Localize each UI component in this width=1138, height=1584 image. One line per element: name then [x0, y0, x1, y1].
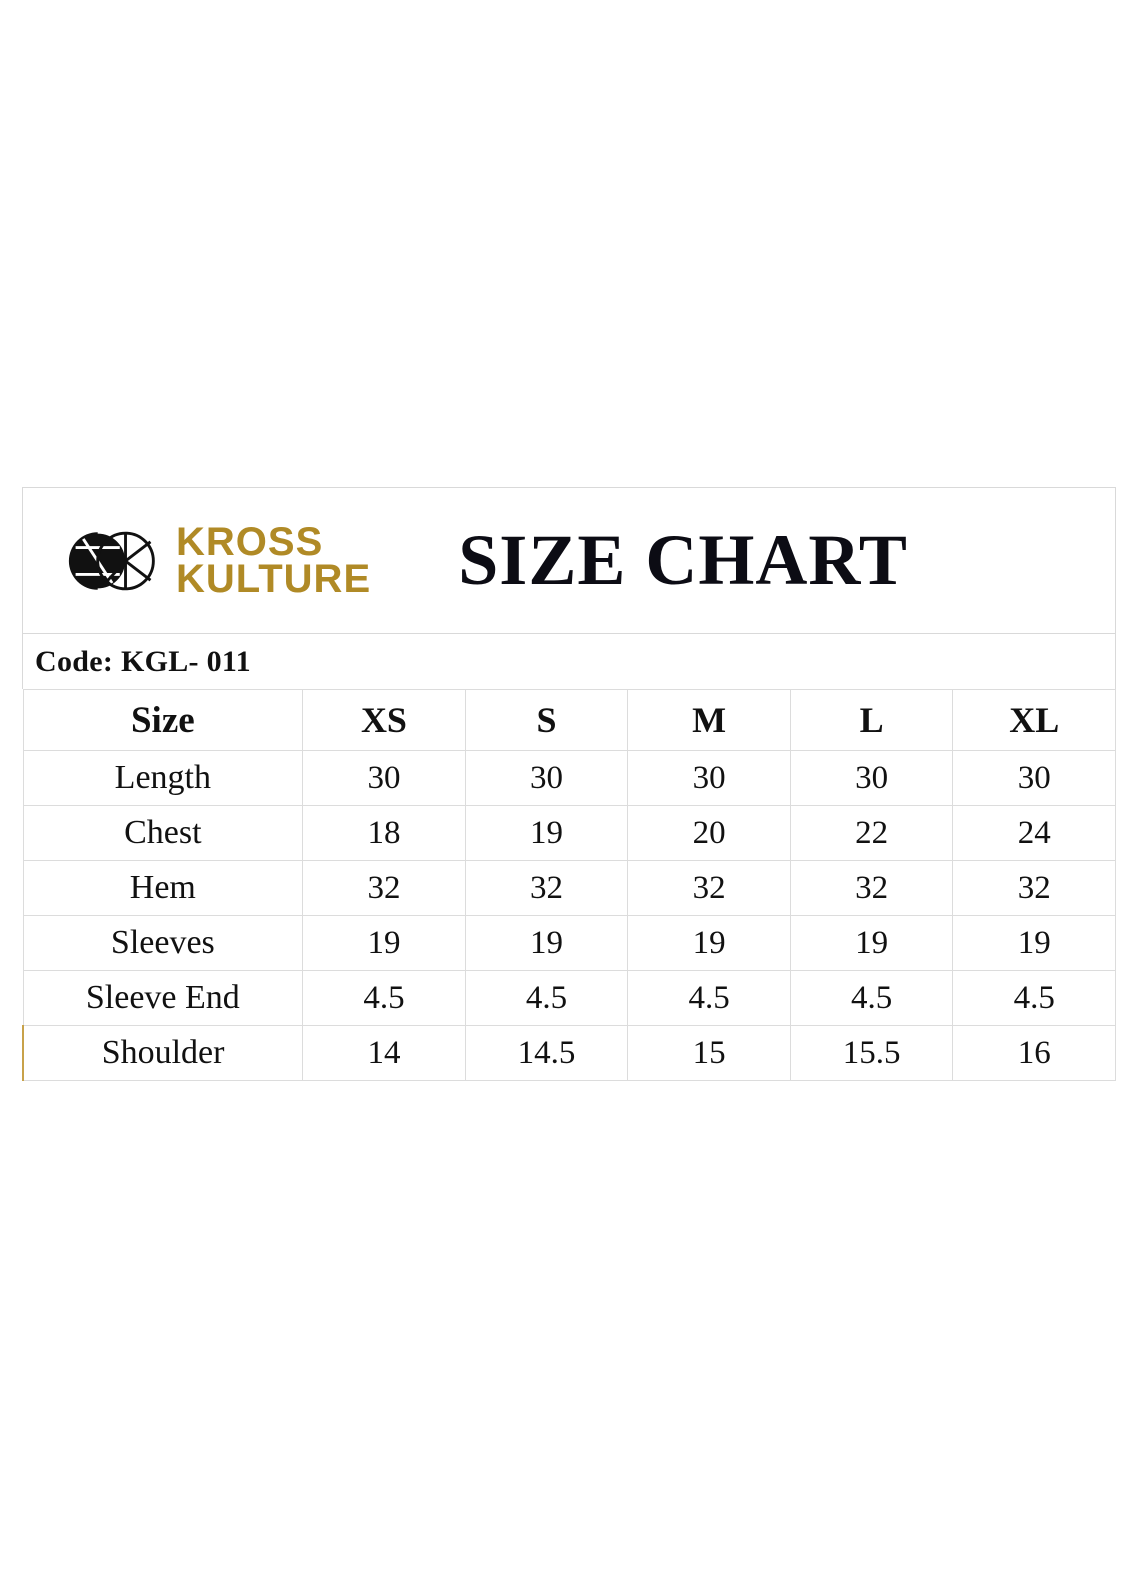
table-row [23, 806, 1116, 861]
cell-value: 4.5 [628, 971, 791, 1026]
cell-value: 18 [303, 806, 466, 861]
cell-value: 20 [628, 806, 791, 861]
cell-value: 4.5 [303, 971, 466, 1026]
cell-value: 19 [790, 916, 953, 971]
cell-value: 14 [303, 1026, 466, 1081]
row-label: Sleeve End [23, 971, 303, 1026]
page-title: SIZE CHART [458, 520, 908, 600]
row-label: Length [23, 751, 303, 806]
brand-line-1: KROSS [176, 519, 324, 564]
row-label: Hem [23, 861, 303, 916]
column-header-xl: XL [953, 690, 1116, 751]
column-header-s: S [465, 690, 628, 751]
chart-header [22, 487, 1116, 633]
cell-value: 32 [628, 861, 791, 916]
cell-value: 19 [303, 916, 466, 971]
cell-value: 32 [953, 861, 1116, 916]
table-row [23, 971, 1116, 1026]
brand-line-2: KULTURE [176, 556, 372, 601]
row-label: Sleeves [23, 916, 303, 971]
cell-value: 4.5 [465, 971, 628, 1026]
cell-value: 30 [303, 751, 466, 806]
cell-value: 15 [628, 1026, 791, 1081]
table-row [23, 861, 1116, 916]
column-header-size: Size [23, 690, 303, 751]
row-label: Chest [23, 806, 303, 861]
cell-value: 30 [953, 751, 1116, 806]
cell-value: 14.5 [465, 1026, 628, 1081]
row-label: Shoulder [23, 1026, 303, 1081]
size-chart-sheet [22, 487, 1116, 1081]
column-header-xs: XS [303, 690, 466, 751]
table-row [23, 1026, 1116, 1081]
cell-value: 19 [465, 916, 628, 971]
cell-value: 16 [953, 1026, 1116, 1081]
cell-value: 32 [303, 861, 466, 916]
cell-value: 30 [628, 751, 791, 806]
table-header-row [23, 690, 1116, 751]
cell-value: 32 [790, 861, 953, 916]
product-code: Code: KGL- 011 [22, 633, 1116, 689]
cell-value: 4.5 [790, 971, 953, 1026]
cell-value: 24 [953, 806, 1116, 861]
column-header-l: L [790, 690, 953, 751]
column-header-m: M [628, 690, 791, 751]
cell-value: 19 [953, 916, 1116, 971]
brand-logo [66, 513, 371, 609]
table-row [23, 916, 1116, 971]
cell-value: 22 [790, 806, 953, 861]
size-measurements-table [22, 689, 1116, 1081]
cell-value: 15.5 [790, 1026, 953, 1081]
cell-value: 19 [465, 806, 628, 861]
cell-value: 19 [628, 916, 791, 971]
brand-wordmark [176, 519, 372, 601]
cell-value: 32 [465, 861, 628, 916]
cell-value: 30 [465, 751, 628, 806]
kross-kulture-circle-logo-icon [66, 513, 162, 609]
table-row [23, 751, 1116, 806]
cell-value: 30 [790, 751, 953, 806]
cell-value: 4.5 [953, 971, 1116, 1026]
